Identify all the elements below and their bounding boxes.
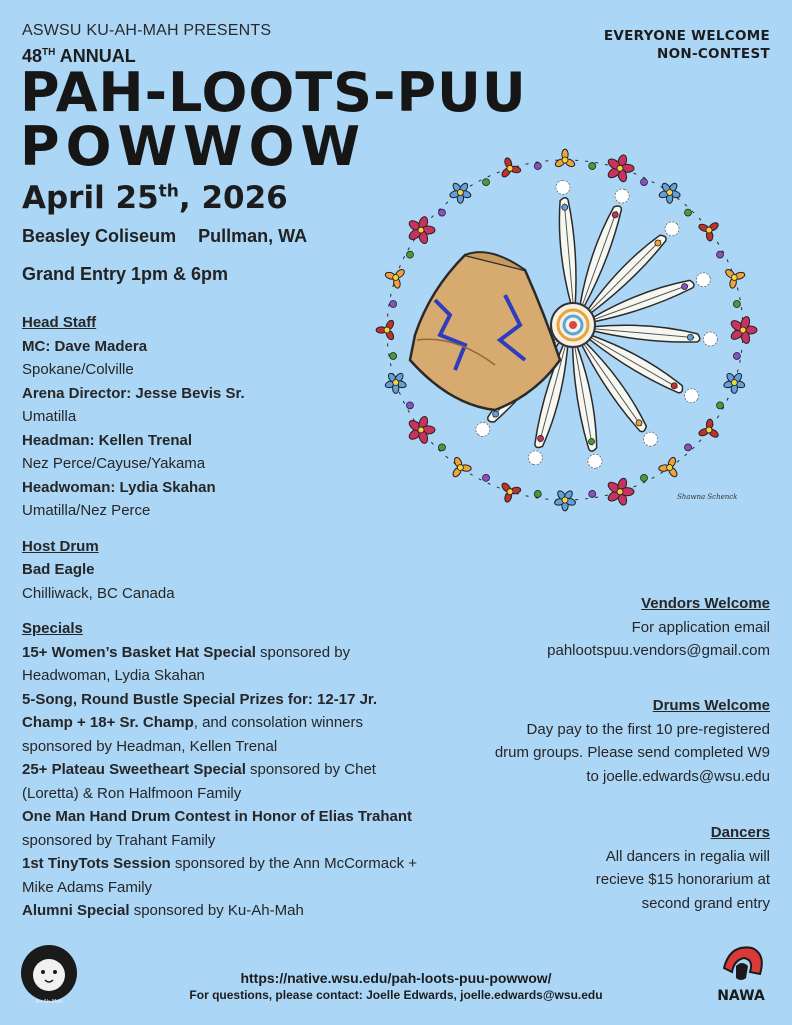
bead-icon xyxy=(589,163,596,170)
staff-headman-tribe: Nez Perce/Cayuse/Yakama xyxy=(22,455,206,472)
event-date xyxy=(22,180,288,216)
bead-icon xyxy=(640,179,647,186)
bead-icon xyxy=(406,251,413,258)
date-main: April 25 xyxy=(22,180,159,216)
nawa-logo-icon xyxy=(710,940,772,1004)
date-year: , 2026 xyxy=(178,180,288,216)
bead-icon xyxy=(390,352,397,359)
vendors-line-1: For application email xyxy=(631,618,770,636)
bead-icon xyxy=(589,490,596,497)
red-flower-icon xyxy=(698,419,720,439)
bead-icon xyxy=(390,301,397,308)
staff-headwoman: Headwoman: Lydia Skahan xyxy=(22,478,216,496)
special-item xyxy=(22,805,422,852)
special-sponsor: sponsored by Ku-Ah-Mah xyxy=(129,902,304,919)
annual-number: 48 xyxy=(22,46,43,66)
bead-icon xyxy=(685,444,692,451)
special-item xyxy=(22,758,422,805)
dancers-line-1: All dancers in regalia will xyxy=(605,847,770,865)
special-item xyxy=(22,899,422,923)
specials-heading: Specials xyxy=(22,620,83,637)
staff-mc: MC: Dave Madera xyxy=(22,337,148,355)
special-sponsor: sponsored by Headwoman, Lydia Skahan xyxy=(22,643,351,684)
drums-email[interactable]: to joelle.edwards@wsu.edu xyxy=(586,767,770,785)
basket-hat-icon xyxy=(410,252,560,410)
special-sponsor: , and consolation winners sponsored by Headman, Kellen Trenal xyxy=(22,714,364,755)
blue-flower-icon xyxy=(554,489,577,510)
special-sponsor: sponsored by the Ann McCormack + Mike Adams Family xyxy=(22,855,418,896)
grand-entry-time: Grand Entry 1pm & 6pm xyxy=(22,264,229,284)
bead-icon xyxy=(717,251,724,258)
welcome-line-2: NON-CONTEST xyxy=(656,46,770,62)
vendors-email[interactable]: pahlootspuu.vendors@gmail.com xyxy=(547,642,770,659)
staff-headwoman-tribe: Umatilla/Nez Perce xyxy=(22,502,151,519)
red-flower-icon xyxy=(500,482,521,503)
artist-signature: Shawna Schenck xyxy=(677,493,738,501)
bead-icon xyxy=(733,352,740,359)
bead-icon xyxy=(483,179,490,186)
drums-section xyxy=(495,694,770,788)
floral-wreath-illustration xyxy=(355,135,775,535)
special-sponsor: sponsored by Chet (Loretta) & Ron Halfmoon Family xyxy=(22,761,376,802)
red-flower-icon xyxy=(376,319,395,341)
footer xyxy=(0,970,792,1002)
svg-text:Ku-Ah-Mah: Ku-Ah-Mah xyxy=(35,999,63,1005)
blue-flower-icon xyxy=(449,182,472,203)
special-item xyxy=(22,641,422,688)
blue-flower-icon xyxy=(384,372,407,393)
tulip-flower-icon xyxy=(659,456,679,478)
bead-icon xyxy=(717,402,724,409)
drums-line-1: Day pay to the first 10 pre-registered xyxy=(526,720,770,738)
special-title: 5-Song, Round Bustle Special Prizes for: 12-17 Jr. Champ + 18+ Sr. Champ xyxy=(22,690,378,731)
bead-icon xyxy=(733,301,740,308)
ku-ah-mah-logo-icon xyxy=(18,938,80,1008)
special-sponsor: sponsored by Trahant Family xyxy=(22,831,216,849)
dancers-line-3: second grand entry xyxy=(641,894,770,912)
tulip-flower-icon xyxy=(384,268,405,289)
special-title: 15+ Women’s Basket Hat Special xyxy=(22,643,256,661)
venue-name: Beasley Coliseum xyxy=(22,226,177,246)
pinkstar-flower-icon xyxy=(407,415,435,444)
staff-arena-director: Arena Director: Jesse Bevis Sr. xyxy=(22,384,245,402)
special-item xyxy=(22,688,422,759)
welcome-note xyxy=(604,27,770,63)
drums-heading: Drums Welcome xyxy=(652,697,770,714)
head-staff-heading: Head Staff xyxy=(22,314,97,331)
blue-flower-icon xyxy=(658,182,681,203)
red-flower-icon xyxy=(500,157,521,178)
special-title: 1st TinyTots Session xyxy=(22,855,171,872)
title-line-2: POWWOW xyxy=(20,115,367,178)
host-drum-heading: Host Drum xyxy=(22,537,99,555)
bead-icon xyxy=(438,444,445,451)
dancers-heading: Dancers xyxy=(710,824,770,841)
vendors-heading: Vendors Welcome xyxy=(641,595,770,612)
bead-icon xyxy=(438,209,445,216)
feather-icon xyxy=(555,180,580,306)
tulip-flower-icon xyxy=(451,456,471,478)
pinkstar-flower-icon xyxy=(606,477,634,506)
pinkstar-flower-icon xyxy=(606,154,634,183)
annual-word: ANNUAL xyxy=(59,46,136,66)
date-suffix: th xyxy=(158,181,179,202)
staff-arena-director-tribe: Umatilla xyxy=(22,408,77,425)
contact-line: For questions, please contact: Joelle Edwards, joelle.edwards@wsu.edu xyxy=(189,988,603,1002)
tulip-flower-icon xyxy=(554,149,576,168)
dancers-section xyxy=(596,821,770,915)
blue-flower-icon xyxy=(723,372,746,393)
pinkstar-flower-icon xyxy=(407,216,435,245)
website-link[interactable]: https://native.wsu.edu/pah-loots-puu-powwow/ xyxy=(240,970,552,986)
svg-text:NAWA: NAWA xyxy=(717,988,765,1004)
special-title: Alumni Special xyxy=(22,902,130,919)
presenter-line: ASWSU KU-AH-MAH PRESENTS xyxy=(22,22,272,39)
rosette-icon xyxy=(551,303,595,347)
special-item xyxy=(22,852,422,899)
vendors-section xyxy=(547,592,770,663)
venue-city: Pullman, WA xyxy=(198,226,308,246)
event-venue xyxy=(22,226,307,247)
annual-suffix: TH xyxy=(42,47,56,58)
pinkstar-flower-icon xyxy=(729,315,757,344)
drums-line-2: drum groups. Please send completed W9 xyxy=(494,744,770,761)
bead-icon xyxy=(534,163,541,170)
staff-headman: Headman: Kellen Trenal xyxy=(22,431,193,449)
welcome-line-1: EVERYONE WELCOME xyxy=(603,28,770,44)
host-drum-location: Chilliwack, BC Canada xyxy=(22,584,175,602)
special-title: One Man Hand Drum Contest in Honor of Elias Trahant xyxy=(22,808,413,825)
special-title: 25+ Plateau Sweetheart Special xyxy=(22,761,246,778)
tulip-flower-icon xyxy=(724,268,745,289)
bead-icon xyxy=(406,402,413,409)
title-line-1: PAH-LOOTS-PUU xyxy=(20,61,527,124)
bead-icon xyxy=(640,474,647,481)
host-drum-name: Bad Eagle xyxy=(22,561,95,578)
red-flower-icon xyxy=(698,221,720,241)
dancers-line-2: recieve $15 honorarium at xyxy=(595,871,770,888)
bead-icon xyxy=(685,209,692,216)
bead-icon xyxy=(483,474,490,481)
staff-mc-tribe: Spokane/Colville xyxy=(22,361,134,378)
bead-icon xyxy=(534,490,541,497)
